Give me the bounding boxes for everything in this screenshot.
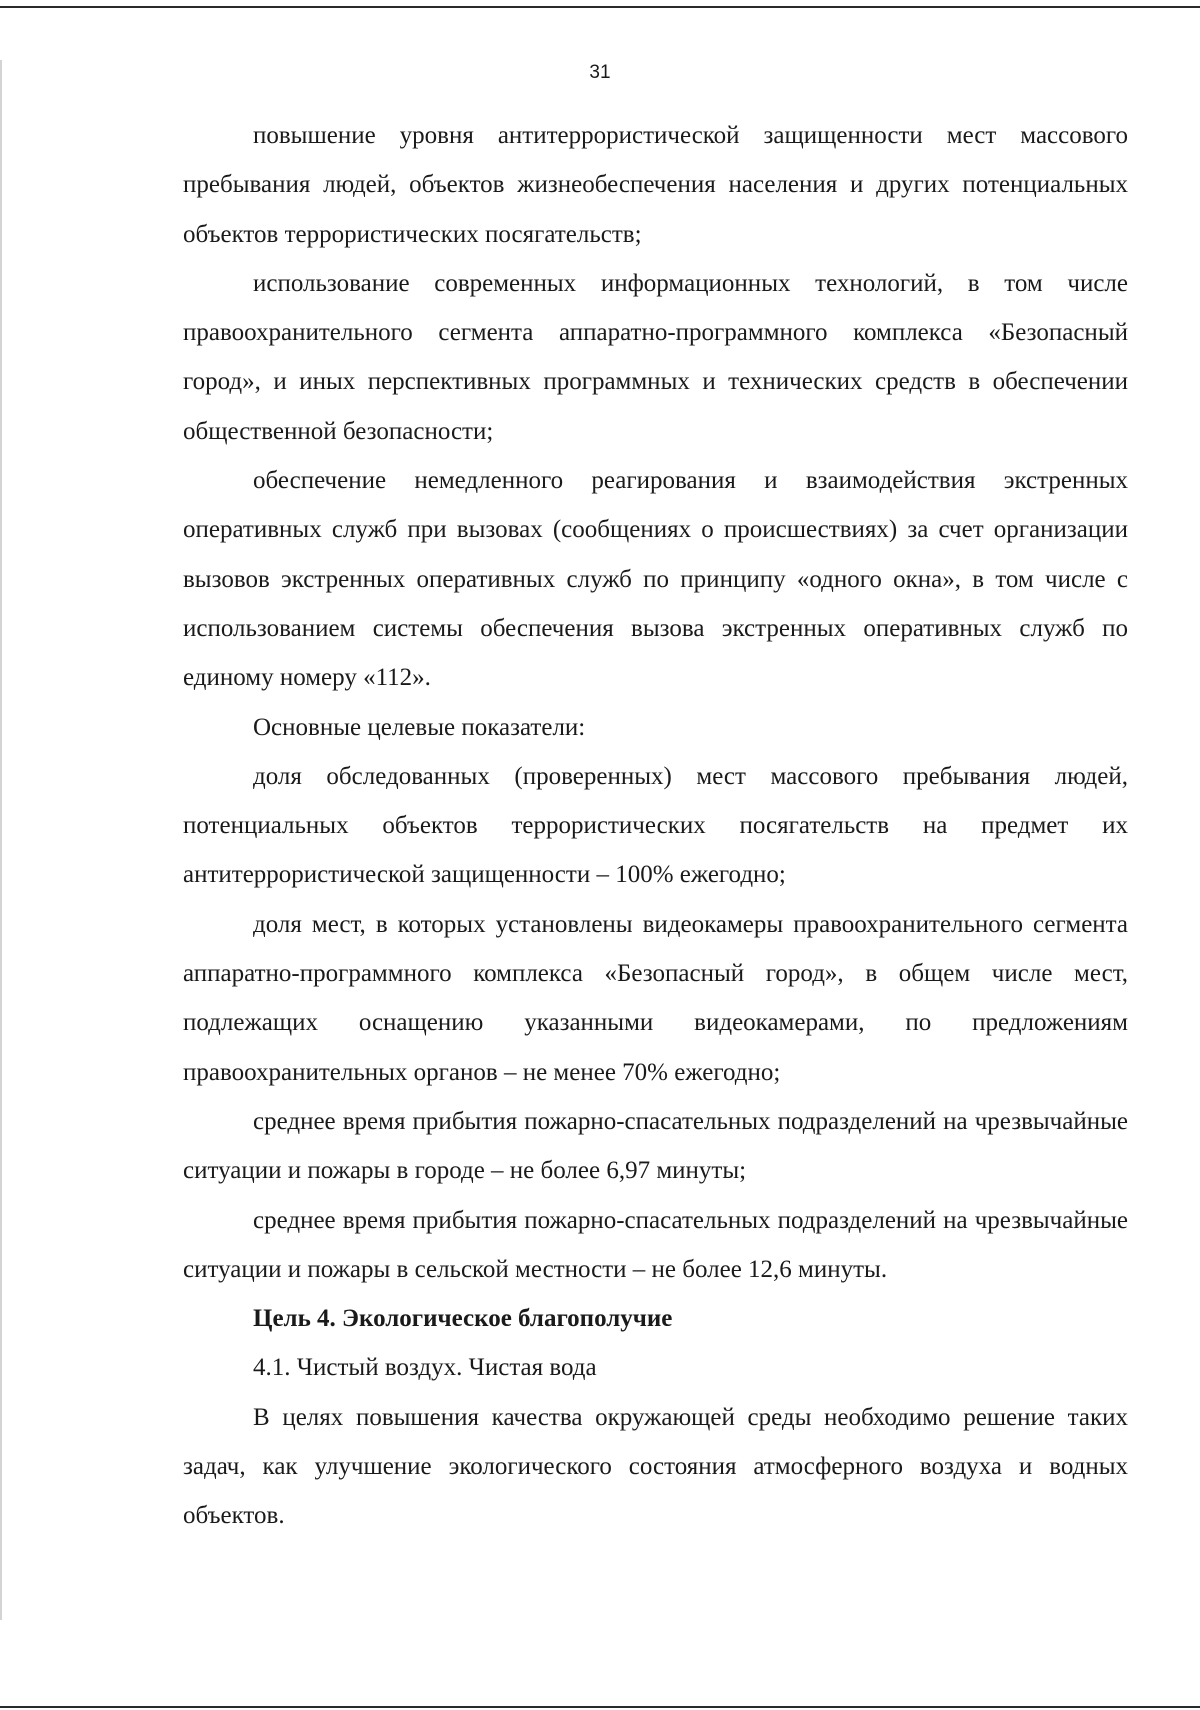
scan-bottom-border: [0, 1706, 1200, 1708]
subsection-heading: 4.1. Чистый воздух. Чистая вода: [253, 1354, 597, 1382]
page-number: 31: [589, 62, 611, 83]
paragraph-information-technologies: использование современных информационных технологий, в том числе правоохранительного сегмента аппаратно-программного комплекса «Безопасный город», и иных перспективных программных и технических средств в обеспечении общественной безопасности;: [183, 269, 1128, 445]
paragraph-indicator-rural-arrival-time: среднее время прибытия пожарно-спасательных подразделений на чрезвычайные ситуации и пожары в сельской местности – не более 12,6 минуты.: [183, 1206, 1128, 1283]
scan-top-border: [0, 6, 1200, 8]
paragraph-antiterror-protection: повышение уровня антитеррористической защищенности мест массового пребывания людей, объектов жизнеобеспечения населения и других потенциальных объектов террористических посягательств;: [183, 122, 1128, 248]
scan-left-edge: [0, 60, 2, 1620]
document-body: [183, 111, 1128, 1541]
paragraph-indicator-urban-arrival-time: среднее время прибытия пожарно-спасательных подразделений на чрезвычайные ситуации и пожары в городе – не более 6,97 минуты;: [183, 1107, 1128, 1185]
section-heading: Цель 4. Экологическое благополучие: [253, 1305, 673, 1333]
paragraph-key-indicators-intro: Основные целевые показатели:: [253, 713, 586, 741]
paragraph-indicator-inspected-places: доля обследованных (проверенных) мест массового пребывания людей, потенциальных объектов террористических посягательств на предмет их антитеррористической защищенности – 100% ежегодно;: [183, 762, 1128, 889]
paragraph-indicator-video-cameras: доля мест, в которых установлены видеокамеры правоохранительного сегмента аппаратно-программного комплекса «Безопасный город», в общем числе мест, подлежащих оснащению указанными видеокамерами, по предложениям правоохранительных органов – не менее 70% ежегодно;: [183, 910, 1128, 1086]
paragraph-environment-goals: В целях повышения качества окружающей среды необходимо решение таких задач, как улучшение экологического состояния атмосферного воздуха и водных объектов.: [183, 1403, 1128, 1530]
paragraph-emergency-response: обеспечение немедленного реагирования и взаимодействия экстренных оперативных служб при вызовах (сообщениях о происшествиях) за счет организации вызовов экстренных оперативных служб по принципу «одного окна», в том числе с использованием системы обеспечения вызова экстренных оперативных служб по единому номеру «112».: [183, 467, 1128, 692]
